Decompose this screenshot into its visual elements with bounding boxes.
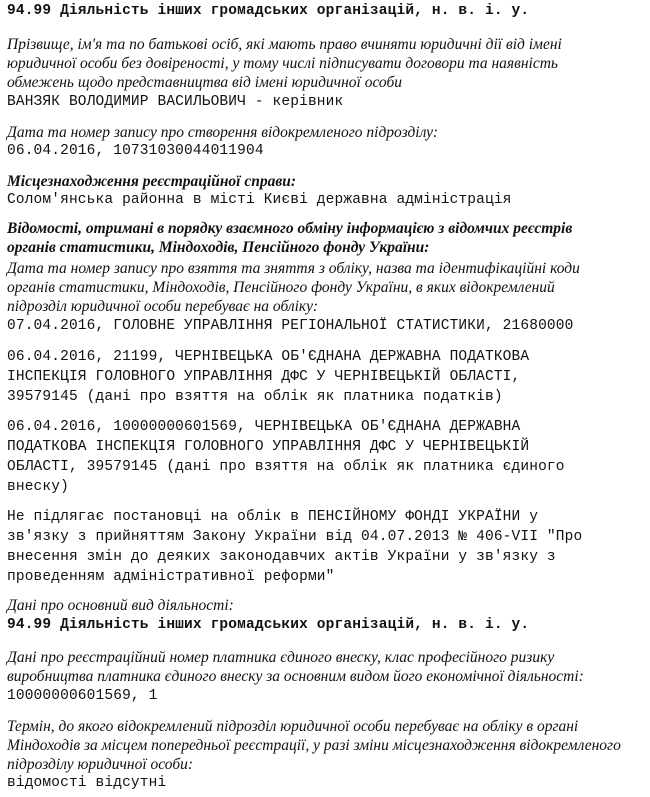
signers-value: ВАНЗЯК ВОЛОДИМИР ВАСИЛЬОВИЧ - керівник <box>7 94 344 110</box>
registration-label-line-1: Дата та номер запису про взяття та зняття з обліку, назва та ідентифікаційні коди <box>7 260 580 277</box>
creation-label: Дата та номер запису про створення відокремленого підрозділу: <box>7 124 438 141</box>
tax-record-line-2: ІНСПЕКЦІЯ ГОЛОВНОГО УПРАВЛІННЯ ДФС У ЧЕРНІВЕЦЬКІЙ ОБЛАСТІ, <box>7 369 521 385</box>
tax-record-line-1: 06.04.2016, 21199, ЧЕРНІВЕЦЬКА ОБ'ЄДНАНА ДЕРЖАВНА ПОДАТКОВА <box>7 349 530 365</box>
registration-label-line-3: підрозділ юридичної особи перебуває на обліку: <box>7 298 319 315</box>
pension-note-line-2: зв'язку з прийняттям Закону України від 04.07.2013 № 406-VII "Про <box>7 529 583 545</box>
term-label-line-2: Міндоходів за місцем попередньої реєстрації, у разі зміни місцезнаходження відокремленого <box>7 737 621 754</box>
location-label: Місцезнаходження реєстраційної справи: <box>7 173 297 190</box>
exchange-label-line-1: Відомості, отримані в порядку взаємного обміну інформацією з відомчих реєстрів <box>7 220 573 237</box>
signers-label-line-1: Прізвище, ім'я та по батькові осіб, які мають право вчиняти юридичні дії від імені <box>7 36 562 53</box>
signers-label-line-3: обмежень щодо представництва від імені юридичної особи <box>7 74 403 91</box>
single-fee-value: 10000000601569, 1 <box>7 688 158 704</box>
main-activity-value: 94.99 Діяльність інших громадських організацій, н. в. і. у. <box>7 617 530 633</box>
term-label-line-1: Термін, до якого відокремлений підрозділ юридичної особи перебуває на обліку в органі <box>7 718 579 735</box>
single-fee-label-line-1: Дані про реєстраційний номер платника єдиного внеску, клас професійного ризику <box>7 649 555 666</box>
header-activity: 94.99 Діяльність інших громадських організацій, н. в. і. у. <box>7 3 530 19</box>
tax-record-line-3: 39579145 (дані про взяття на облік як платника податків) <box>7 389 503 405</box>
pension-note-line-1: Не підлягає постановці на облік в ПЕНСІЙНОМУ ФОНДІ УКРАЇНИ у <box>7 509 539 525</box>
registration-label-line-2: органів статистики, Міндоходів, Пенсійного фонду України, в яких відокремлений <box>7 279 555 296</box>
signers-label-line-2: юридичної особи без довіреності, у тому числі підписувати договори та наявність <box>7 55 558 72</box>
creation-value: 06.04.2016, 10731030044011904 <box>7 143 264 159</box>
main-activity-label: Дані про основний вид діяльності: <box>7 597 234 614</box>
location-value: Солом'янська районна в місті Києві державна адміністрація <box>7 192 512 208</box>
single-tax-record-line-3: ОБЛАСТІ, 39579145 (дані про взяття на облік як платника єдиного <box>7 459 565 475</box>
single-tax-record-line-1: 06.04.2016, 10000000601569, ЧЕРНІВЕЦЬКА ОБ'ЄДНАНА ДЕРЖАВНА <box>7 419 521 435</box>
single-tax-record-line-2: ПОДАТКОВА ІНСПЕКЦІЯ ГОЛОВНОГО УПРАВЛІННЯ ДФС У ЧЕРНІВЕЦЬКІЙ <box>7 439 530 455</box>
pension-note-line-4: проведенням адміністративної реформи" <box>7 569 335 585</box>
single-fee-label-line-2: виробництва платника єдиного внеску за основним видом його економічної діяльності: <box>7 668 584 685</box>
stat-record: 07.04.2016, ГОЛОВНЕ УПРАВЛІННЯ РЕГІОНАЛЬНОЇ СТАТИСТИКИ, 21680000 <box>7 318 574 334</box>
pension-note-line-3: внесення змін до деяких законодавчих актів України у зв'язку з <box>7 549 556 565</box>
term-label-line-3: підрозділу юридичної особи: <box>7 756 194 773</box>
exchange-label-line-2: органів статистики, Міндоходів, Пенсійного фонду України: <box>7 239 430 256</box>
term-value: відомості відсутні <box>7 775 167 791</box>
single-tax-record-line-4: внеску) <box>7 479 69 495</box>
